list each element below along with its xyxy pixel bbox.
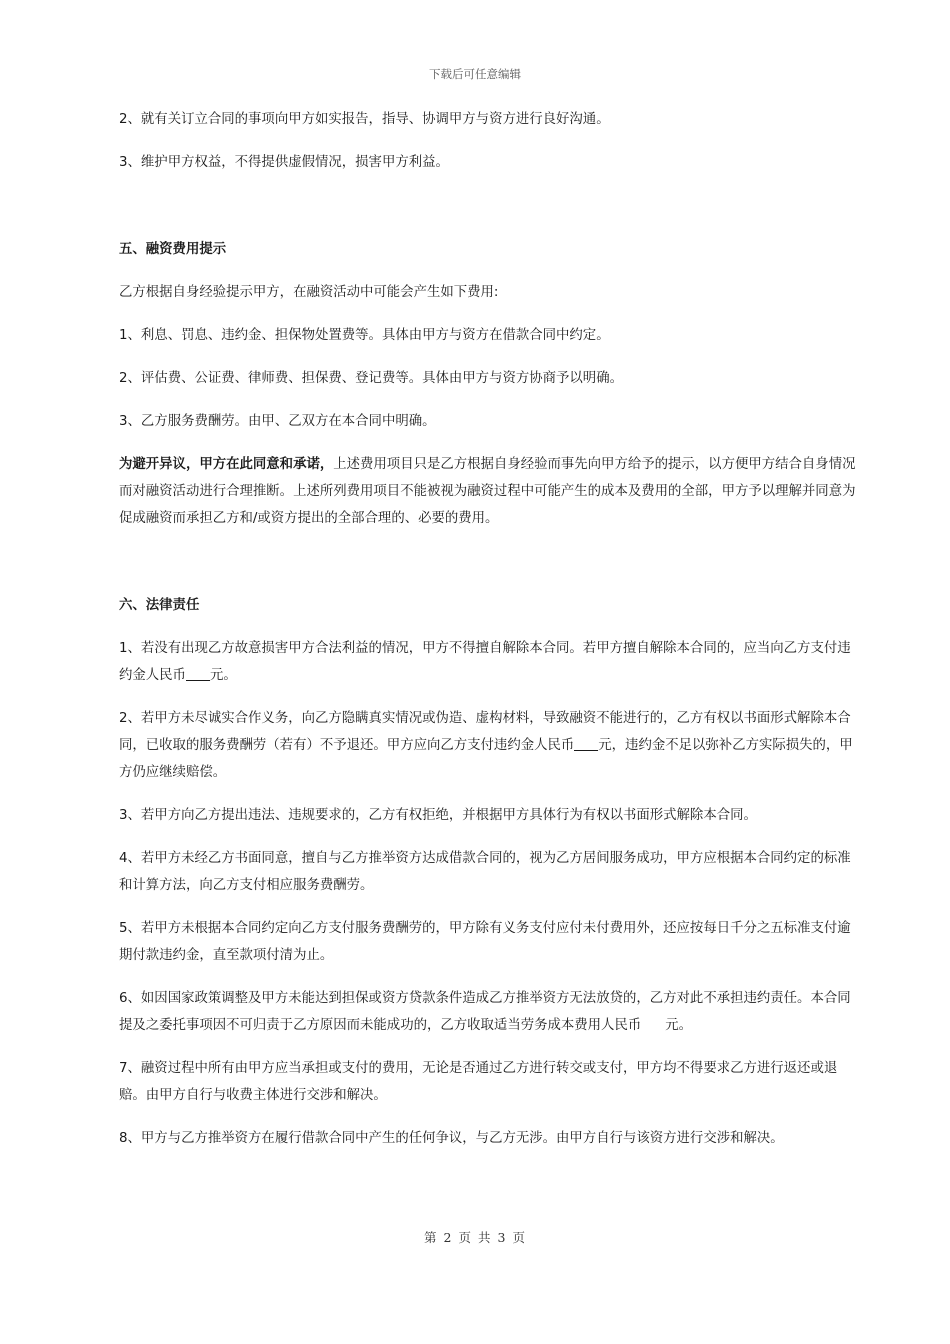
note-bold-text: 为避开异议，甲方在此同意和承诺， — [119, 457, 334, 472]
list-item: 3、若甲方向乙方提出违法、违规要求的，乙方有权拒绝，并根据甲方具体行为有权以书面形式解除本合同。 — [119, 808, 757, 823]
total-pages-number: 3 — [497, 1230, 507, 1245]
page-footer: 第 2 页 共 3 页 — [424, 1230, 526, 1245]
list-item: 6、如因国家政策调整及甲方未能达到担保或资方贷款条件造成乙方推举资方无法放贷的，乙方对此不承担违约责任。本合同提及之委托事项因不可归责于乙方原因而未能成功的，乙方收取适当劳务成本费用人民币 元。 — [119, 991, 851, 1033]
paragraph: 乙方根据自身经验提示甲方，在融资活动中可能会产生如下费用: — [119, 285, 499, 300]
list-item: 8、甲方与乙方推举资方在履行借款合同中产生的任何争议，与乙方无涉。由甲方自行与该资方进行交涉和解决。 — [119, 1131, 784, 1146]
paragraph: 3、维护甲方权益，不得提供虚假情况，损害甲方利益。 — [119, 155, 449, 170]
paragraph: 2、就有关订立合同的事项向甲方如实报告，指导、协调甲方与资方进行良好沟通。 — [119, 112, 610, 127]
list-item: 2、若甲方未尽诚实合作义务，向乙方隐瞒真实情况或伪造、虚构材料，导致融资不能进行的，乙方有权以书面形式解除本合同，已收取的服务费酬劳（若有）不予退还。甲方应向乙方支付违约金人民币 元，违约金不足以弥补乙方实际损失的，甲方仍应继续赔偿。 — [119, 711, 853, 780]
list-item: 7、融资过程中所有由甲方应当承担或支付的费用，无论是否通过乙方进行转交或支付，甲方均不得要求乙方进行返还或退赔。由甲方自行与收费主体进行交涉和解决。 — [119, 1061, 838, 1103]
list-item: 4、若甲方未经乙方书面同意，擅自与乙方推举资方达成借款合同的，视为乙方居间服务成功，甲方应根据本合同约定的标准和计算方法，向乙方支付相应服务费酬劳。 — [119, 851, 851, 893]
list-item: 5、若甲方未根据本合同约定向乙方支付服务费酬劳的，甲方除有义务支付应付未付费用外，还应按每日千分之五标准支付逾期付款违约金，直至款项付清为止。 — [119, 921, 851, 963]
list-item: 3、乙方服务费酬劳。由甲、乙双方在本合同中明确。 — [119, 414, 436, 429]
current-page-number: 2 — [443, 1230, 453, 1245]
note-text: 上述费用项目只是乙方根据自身经验而事先向甲方给予的提示，以方便甲方结合自身情况而对融资活动进行合理推断。上述所列费用项目不能被视为融资过程中可能产生的成本及费用的全部，甲方予以理解并同意为促成融资而承担乙方和/或资方提出的全部合理的、必要的费用。 — [119, 457, 856, 526]
list-item: 1、若没有出现乙方故意损害甲方合法利益的情况，甲方不得擅自解除本合同。若甲方擅自解除本合同的，应当向乙方支付违约金人民币 元。 — [119, 641, 851, 683]
header-note: 下载后可任意编辑 — [429, 67, 521, 81]
list-item: 2、评估费、公证费、律师费、担保费、登记费等。具体由甲方与资方协商予以明确。 — [119, 371, 623, 386]
blank-field — [574, 736, 598, 751]
section-heading: 六、法律责任 — [119, 598, 200, 613]
blank-field — [186, 666, 210, 681]
list-item: 1、利息、罚息、违约金、担保物处置费等。具体由甲方与资方在借款合同中约定。 — [119, 328, 610, 343]
paragraph-note — [119, 451, 863, 532]
section-heading: 五、融资费用提示 — [119, 242, 227, 257]
document-body — [119, 106, 863, 1152]
